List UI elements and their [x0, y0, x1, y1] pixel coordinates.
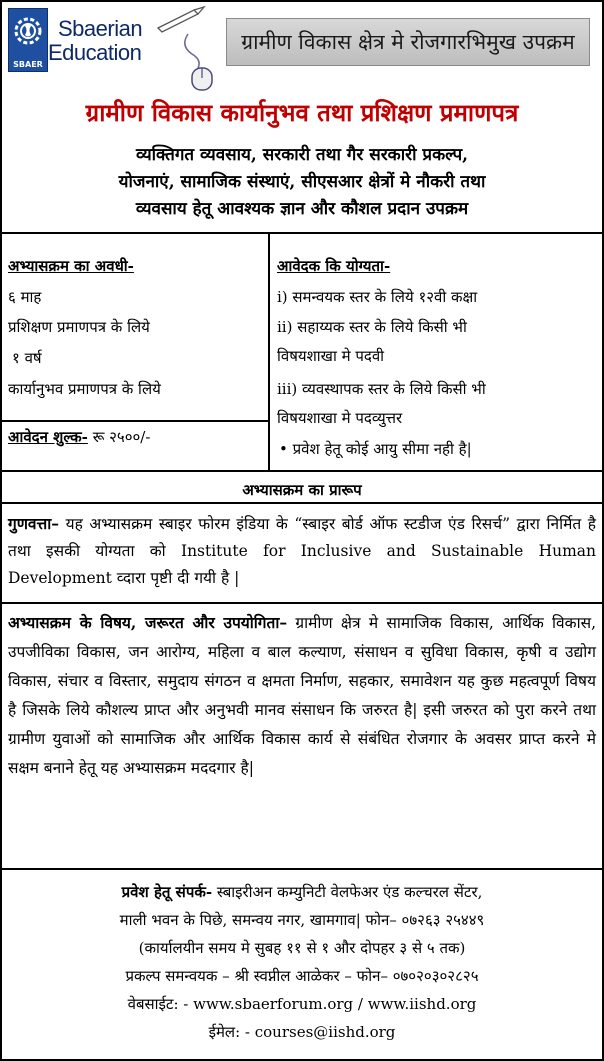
- duration-desc: प्रशिक्षण प्रमाणपत्र के लिये: [8, 318, 150, 336]
- eligibility-item: i) समन्वयक स्तर के लिये १२वी कक्षा: [277, 288, 478, 306]
- eligibility-item: विषयशाखा मे पदवी: [277, 347, 385, 365]
- office-hours: (कार्यालयीन समय मे सुबह ११ से १ और दोपहर ३ से ५ तक): [138, 939, 466, 957]
- tagline-banner: ग्रामीण विकास क्षेत्र मे रोजगारभिमुख उपक्रम: [226, 18, 590, 66]
- eligibility-heading: आवेदक कि योग्यता-: [277, 257, 391, 275]
- duration-desc: कार्यानुभव प्रमाणपत्र के लिये: [8, 380, 161, 398]
- eligibility-item: विषयशाखा मे पदव्युत्तर: [277, 409, 403, 427]
- contact-line: [2, 878, 602, 906]
- pen-icon: [154, 4, 214, 34]
- fee-label: आवेदन शुल्क-: [8, 428, 88, 446]
- divider: [2, 502, 602, 504]
- quality-label: गुणवत्ता–: [8, 514, 60, 533]
- subjects-text: ग्रामीण क्षेत्र मे सामाजिक विकास, आर्थिक विकास, उपजीविका विकास, जन आरोग्य, महिला व बाल कल्याण, संसाधन व सुविधा विकास, कृषी व उद्योग विकास, संचार व विस्तार, समुदाय संगठन व क्षमता निर्माण, सहकार, समावेशन यह कुछ महत्वपूर्ण विषय है जिसके लिये कौशल्य प्राप्त और अनुभवी मानव संसाधन कि जरुरत है| इसी जरुरत को पुरा करने तथा ग्रामीण युवाओं को सामाजिक और आर्थिक विकास कार्य से संबंधित रोजगार के अवसर प्राप्त करने मे सक्षम बनाने हेतू यह अभ्यासक्रम मददगार है|: [8, 614, 596, 777]
- contact-org: स्बाइरीअन कम्युनिटी वेलफेअर एंड कल्चरल सेंटर,: [212, 883, 483, 901]
- divider: [2, 868, 602, 870]
- column-divider: [268, 234, 270, 470]
- duration-value: ६ माह: [8, 288, 42, 306]
- divider: [2, 420, 268, 422]
- header: [2, 2, 602, 94]
- subtitle-line: व्यक्तिगत व्यवसाय, सरकारी तथा गैर सरकारी प्रकल्प,: [135, 145, 469, 165]
- duration-heading: अभ्यासक्रम का अवधी-: [8, 257, 134, 275]
- logo-abbrev: SBAER: [13, 60, 43, 69]
- gear-icon: [12, 13, 44, 53]
- eligibility-item: iii) व्यवस्थापक स्तर के लिये किसी भी: [277, 380, 486, 398]
- website-line: वेबसाईट: - www.sbaerforum.org / www.iishd.org: [127, 995, 477, 1013]
- subjects-paragraph: [8, 608, 596, 783]
- brand-line1: Sbaerian: [58, 16, 143, 41]
- sbaer-logo: [8, 8, 48, 72]
- duration-value: १ वर्ष: [12, 349, 42, 367]
- contact-block: [2, 878, 602, 1046]
- mouse-icon: [180, 32, 226, 92]
- fee-value: रू २५००/-: [92, 428, 151, 446]
- age-limit-note: • प्रवेश हेतू कोई आयु सीमा नही है|: [279, 440, 472, 458]
- page-title: ग्रामीण विकास कार्यानुभव तथा प्रशिक्षण प्रमाणपत्र: [85, 98, 519, 127]
- quality-paragraph: [8, 510, 596, 592]
- contact-label: प्रवेश हेतू संपर्क-: [121, 883, 213, 901]
- subtitle-line: योजनाएं, सामाजिक संस्थाएं, सीएसआर क्षेत्रों मे नौकरी तथा: [118, 172, 486, 192]
- project-coordinator: प्रकल्प समन्वयक – श्री स्वप्नील आळेकर – फोन– ०७०२०३०२८२५: [125, 967, 479, 985]
- subjects-label: अभ्यासक्रम के विषय, जरूरत और उपयोगिता–: [8, 613, 288, 632]
- contact-address: माली भवन के पिछे, समन्वय नगर, खामगाव| फोन– ०७२६३ २५४४९: [119, 911, 485, 929]
- email-line: ईमेल: - courses@iishd.org: [208, 1023, 396, 1041]
- divider: [2, 232, 602, 234]
- divider: [2, 602, 602, 604]
- course-structure-title: अभ्यासक्रम का प्रारूप: [242, 481, 362, 499]
- quality-text: यह अभ्यासक्रम स्बाइर फोरम इंडिया के “स्बाइर बोर्ड ऑफ स्टडीज एंड रिसर्च” द्वारा निर्मित है तथा इसकी योग्यता को Institute for Inclusive and Sustainable Human Development व्दारा पृष्टी दी गयी है |: [8, 515, 596, 587]
- application-fee: [8, 427, 150, 447]
- subtitle-line: व्यवसाय हेतू आवश्यक ज्ञान और कौशल प्रदान उपक्रम: [135, 199, 469, 219]
- brand-line2: Education: [48, 40, 142, 65]
- divider: [2, 470, 602, 472]
- eligibility-item: ii) सहाय्यक स्तर के लिये किसी भी: [277, 318, 467, 336]
- subtitle: [2, 142, 602, 223]
